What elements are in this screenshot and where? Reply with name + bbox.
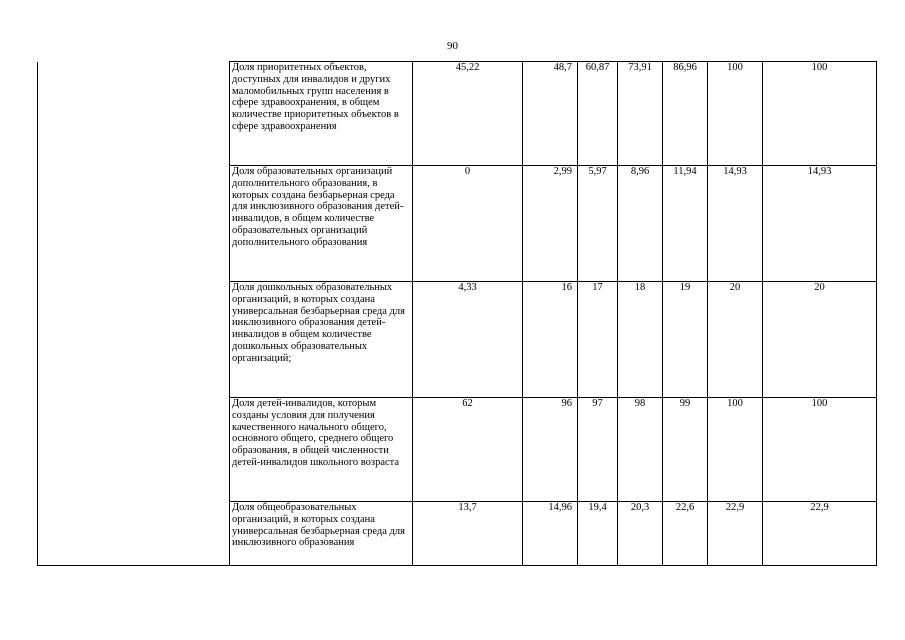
table-cell-value: 20 <box>708 282 763 398</box>
table-cell-value: 100 <box>708 62 763 166</box>
table-cell-value: 100 <box>763 62 877 166</box>
table-cell-empty <box>38 282 230 398</box>
table-cell-value: 86,96 <box>663 62 708 166</box>
table-cell-value: 19,4 <box>578 502 618 566</box>
table-cell-value: 73,91 <box>618 62 663 166</box>
table-cell-empty <box>38 166 230 282</box>
indicator-name: Доля приоритетных объектов, доступных для инвалидов и других маломобильных групп населения в сфере здравоохранения, в общем количестве приоритетных объектов в сфере здравоохранения <box>230 62 413 166</box>
table-cell-empty <box>38 62 230 166</box>
table-cell-value: 99 <box>663 398 708 502</box>
table-cell-value: 11,94 <box>663 166 708 282</box>
indicator-name: Доля общеобразовательных организаций, в которых создана универсальная безбарьерная среда для инклюзивного образования <box>230 502 413 566</box>
table-cell-value: 96 <box>523 398 578 502</box>
table-cell-value: 100 <box>708 398 763 502</box>
table-row <box>38 62 877 166</box>
table-cell-value: 22,9 <box>763 502 877 566</box>
table-row <box>38 282 877 398</box>
page-number: 90 <box>447 40 458 52</box>
table-cell-value: 16 <box>523 282 578 398</box>
indicator-name: Доля образовательных организаций дополнительного образования, в которых создана безбарьерная среда для инклюзивного образования детей-инвалидов, в общем количестве образовательных организаций дополнительного образования <box>230 166 413 282</box>
table-cell-value: 60,87 <box>578 62 618 166</box>
table-cell-value: 48,7 <box>523 62 578 166</box>
table-cell-value: 0 <box>413 166 523 282</box>
table-cell-value: 22,9 <box>708 502 763 566</box>
table-cell-value: 62 <box>413 398 523 502</box>
table-cell-value: 14,93 <box>708 166 763 282</box>
table-cell-value: 18 <box>618 282 663 398</box>
table-cell-value: 5,97 <box>578 166 618 282</box>
table-cell-empty <box>38 502 230 566</box>
table-cell-value: 20,3 <box>618 502 663 566</box>
table-cell-value: 22,6 <box>663 502 708 566</box>
table-cell-value: 20 <box>763 282 877 398</box>
table-row <box>38 398 877 502</box>
table-row <box>38 166 877 282</box>
table-cell-value: 8,96 <box>618 166 663 282</box>
table-cell-value: 100 <box>763 398 877 502</box>
table-cell-empty <box>38 398 230 502</box>
table-cell-value: 2,99 <box>523 166 578 282</box>
indicators-table <box>37 61 877 566</box>
table-cell-value: 19 <box>663 282 708 398</box>
table-cell-value: 13,7 <box>413 502 523 566</box>
table-cell-value: 14,93 <box>763 166 877 282</box>
table-cell-value: 14,96 <box>523 502 578 566</box>
table-cell-value: 98 <box>618 398 663 502</box>
table-cell-value: 45,22 <box>413 62 523 166</box>
table-cell-value: 17 <box>578 282 618 398</box>
table-cell-value: 4,33 <box>413 282 523 398</box>
table-cell-value: 97 <box>578 398 618 502</box>
indicator-name: Доля дошкольных образовательных организаций, в которых создана универсальная безбарьерная среда для инклюзивного образования детей-инвалидов в общем количестве дошкольных образовательных организаций; <box>230 282 413 398</box>
table-row <box>38 502 877 566</box>
indicator-name: Доля детей-инвалидов, которым созданы условия для получения качественного начального общего, основного общего, среднего общего образования, в общей численности детей-инвалидов школьного возраста <box>230 398 413 502</box>
